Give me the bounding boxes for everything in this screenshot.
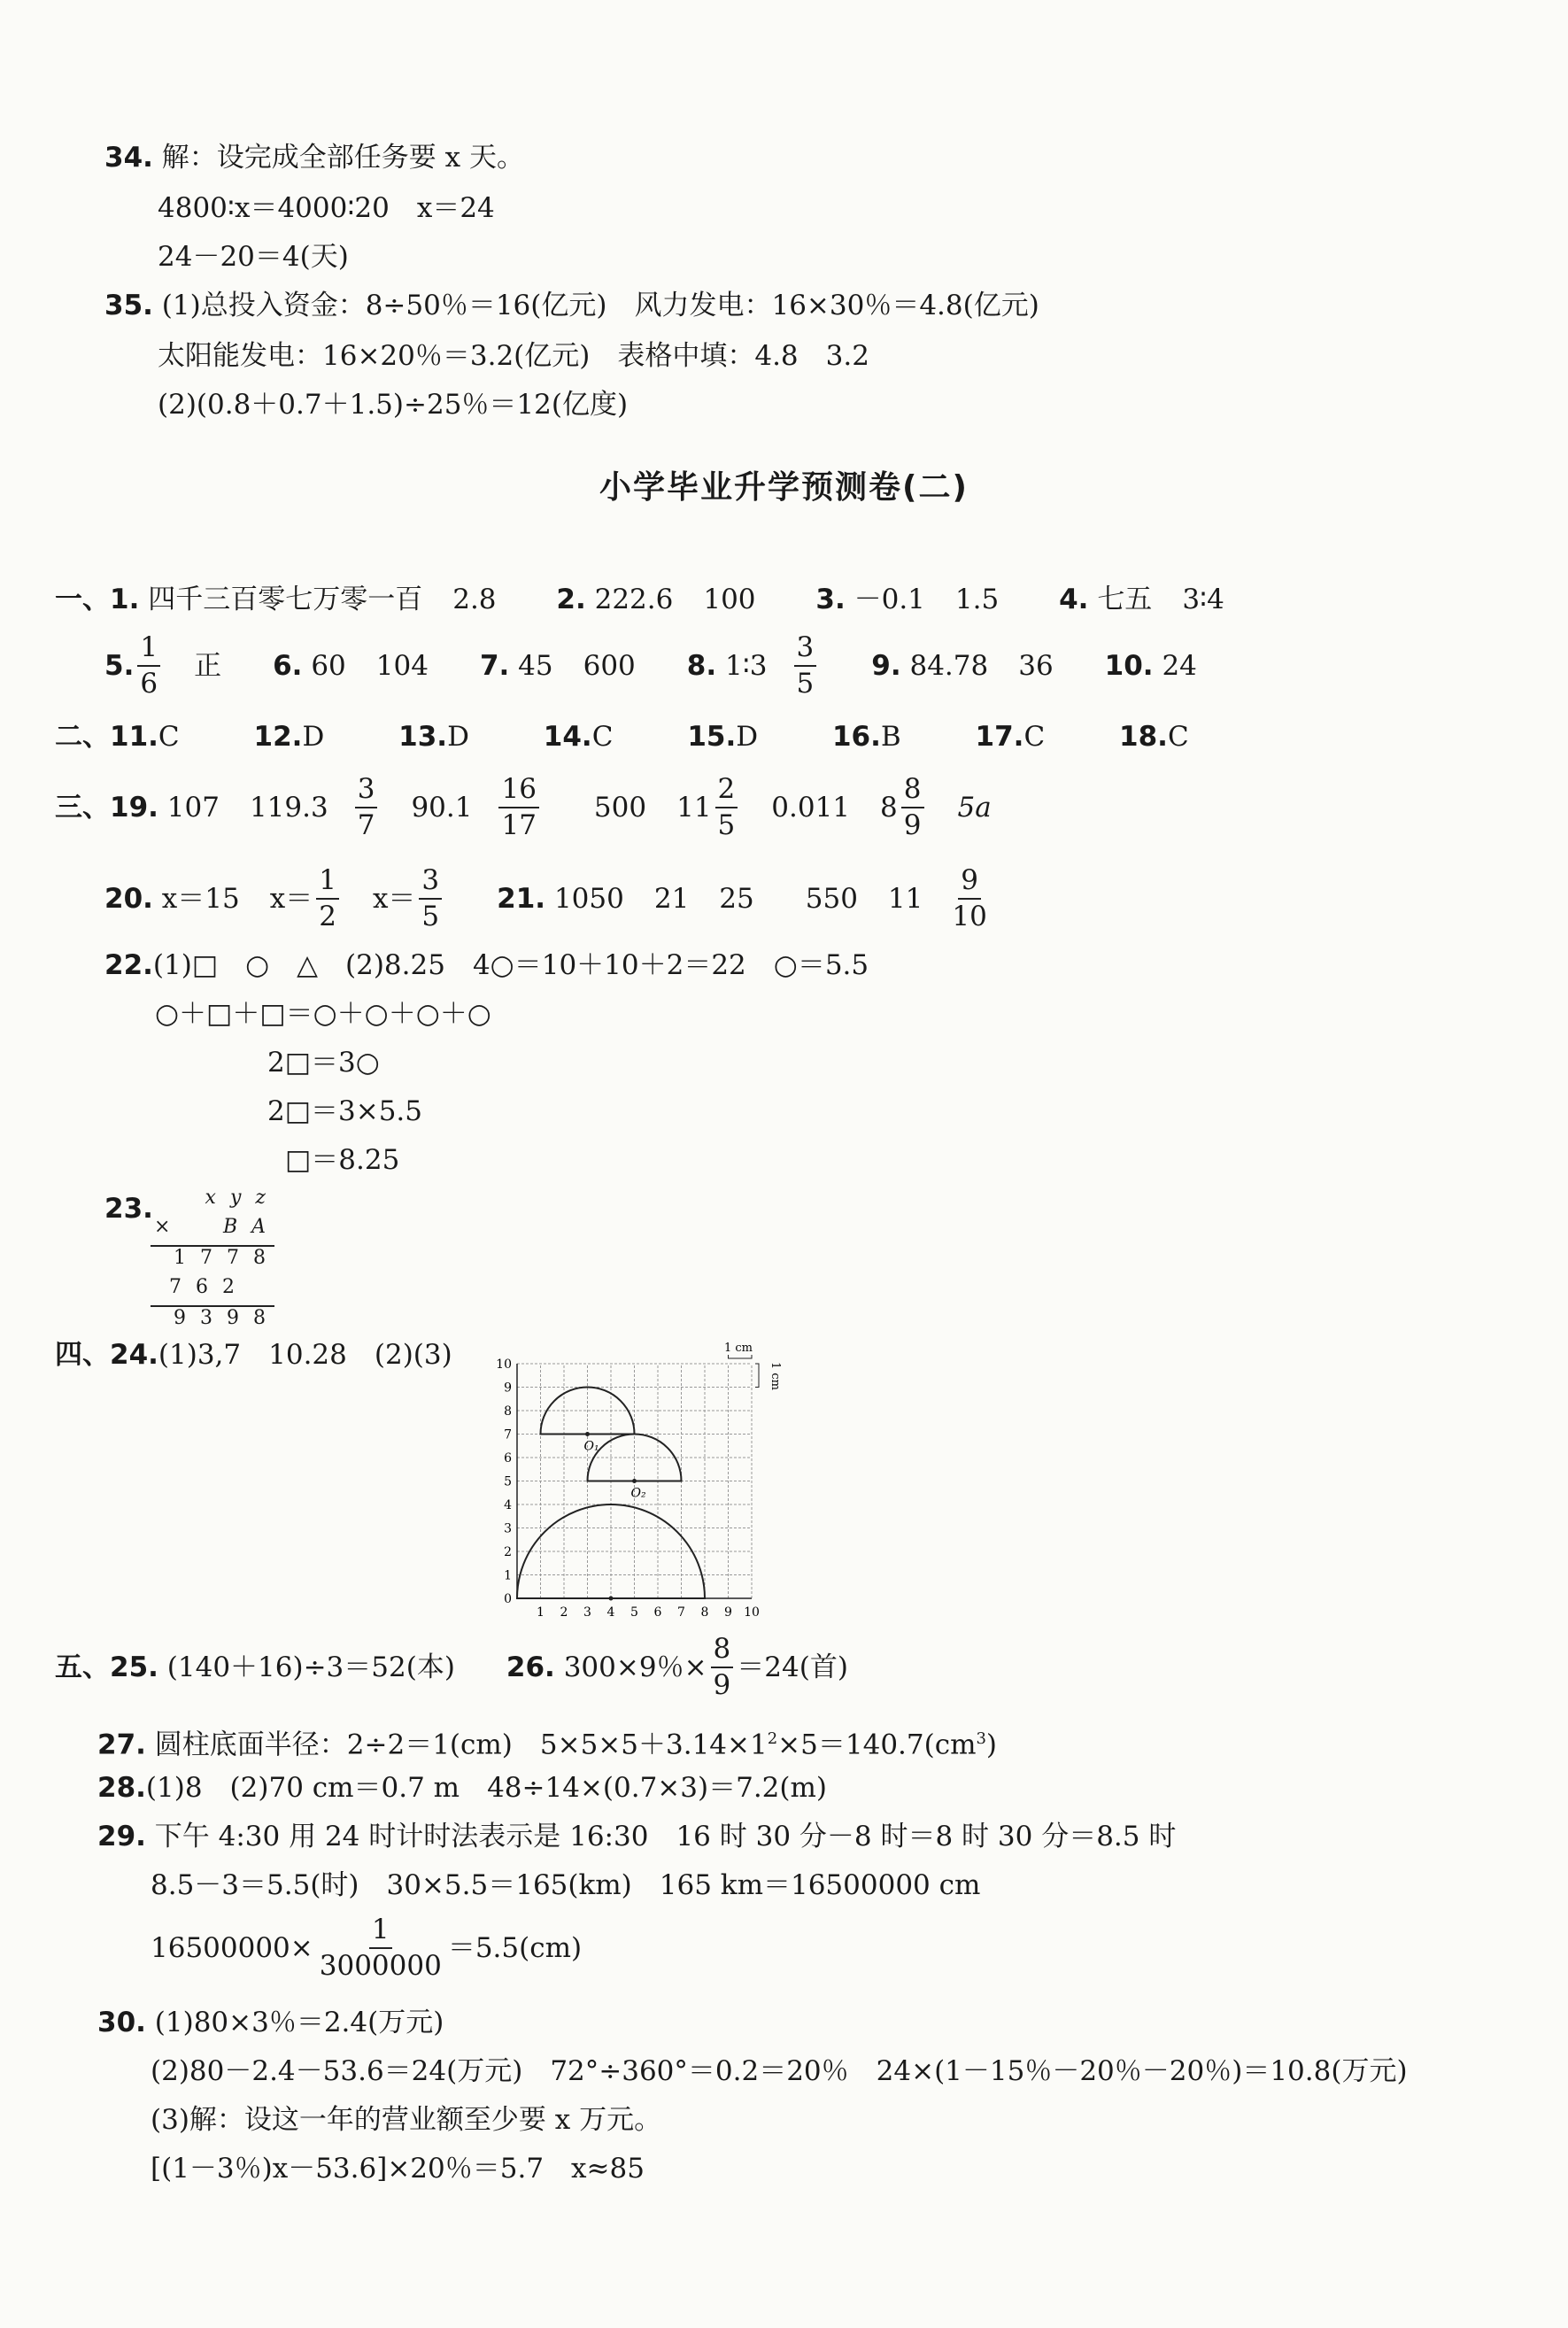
q26-fraction: [711, 1633, 734, 1701]
y-tick-label: 1: [504, 1568, 512, 1583]
unit-label-horizontal: 1 cm: [724, 1342, 753, 1355]
q26-text-a: 300×9％×: [563, 1651, 707, 1683]
y-tick-label: 9: [504, 1381, 512, 1396]
q5-answer-b: 正: [194, 650, 222, 682]
section-label: 五、: [55, 1651, 110, 1683]
q20-frac1-den: 2: [319, 901, 336, 932]
x-tick-label: 4: [606, 1605, 615, 1620]
q30-line4: [(1－3％)x－53.6]×20％＝5.7 x≈85: [151, 2153, 645, 2185]
q29-fraction: [317, 1916, 444, 1980]
x-tick-label: 5: [630, 1605, 638, 1620]
s1-row1: [55, 582, 1224, 617]
q24-number: 24.: [110, 1339, 158, 1371]
y-tick-labels: [496, 1357, 512, 1606]
q7-answer-b: 600: [583, 650, 636, 682]
q19-c: 90.1: [411, 792, 473, 824]
y-tick-label: 6: [504, 1451, 512, 1466]
q21-frac: [949, 864, 989, 932]
q15-answer: D: [736, 721, 759, 753]
q21-e: 11: [887, 883, 923, 915]
q19-frac3: [715, 773, 738, 841]
y-tick-label: 0: [504, 1592, 512, 1606]
q4-answer-a: 七五: [1097, 584, 1153, 615]
section-label: 四、: [55, 1339, 110, 1371]
q26-number: 26.: [506, 1651, 555, 1683]
x-tick-label: 9: [724, 1605, 732, 1620]
mult-B: B: [222, 1216, 238, 1238]
q12-answer: D: [302, 721, 325, 753]
q6-answer-b: 104: [375, 650, 429, 682]
mult-digit: 7: [227, 1247, 239, 1269]
q14-answer: C: [591, 721, 614, 753]
q19-frac2-den: 17: [501, 809, 537, 841]
q20-frac1: [316, 864, 339, 932]
center-large-dot: [609, 1597, 614, 1601]
x-tick-label: 8: [700, 1605, 709, 1620]
q19-g: 8: [880, 792, 898, 824]
q7-answer-a: 45: [518, 650, 553, 682]
q3-number: 3.: [815, 584, 846, 615]
q20-number: 20.: [104, 883, 153, 915]
q21-d: 550: [805, 883, 858, 915]
center-o1-dot: [585, 1432, 590, 1436]
s1-row2: [104, 631, 1197, 700]
q29-frac-num: 1: [369, 1916, 392, 1949]
unit-label-vertical: 1 cm: [769, 1362, 782, 1391]
mult-digit: 8: [253, 1247, 266, 1269]
mult-digit: 2: [222, 1276, 235, 1298]
q6-answer-a: 60: [311, 650, 346, 682]
q21-c: 25: [719, 883, 754, 915]
q22-line3: 2□＝3○: [267, 1047, 380, 1079]
q35-line3: (2)(0.8＋0.7＋1.5)÷25％＝12(亿度): [158, 389, 629, 421]
section-label: 二、: [55, 721, 110, 753]
q26-frac-den: 9: [713, 1669, 731, 1701]
y-tick-label: 4: [504, 1498, 512, 1512]
q29-text3b: ＝5.5(cm): [447, 1932, 583, 1964]
q2-answer-a: 222.6: [594, 584, 674, 615]
q18-number: 18.: [1119, 721, 1168, 753]
q28-text: (1)8 (2)70 cm＝0.7 m 48÷14×(0.7×3)＝7.2(m): [145, 1772, 827, 1804]
y-tick-label: 10: [496, 1357, 512, 1372]
q35-line2: 太阳能发电：16×20％＝3.2(亿元) 表格中填：4.8 3.2: [158, 340, 869, 372]
q7-number: 7.: [479, 650, 510, 682]
q24-text: (1)3,7 10.28 (2)(3): [158, 1339, 452, 1371]
q35-line1: [104, 288, 1039, 323]
y-tick-label: 5: [504, 1474, 512, 1489]
q30-number: 30.: [97, 2007, 146, 2038]
q17-answer: C: [1023, 721, 1046, 753]
section-label: 一、: [55, 584, 110, 615]
q27-sup: 2: [767, 1729, 778, 1748]
q27-number: 27.: [97, 1729, 146, 1761]
q22-line2: ○＋□＋□＝○＋○＋○＋○: [155, 998, 491, 1030]
q21-b: 21: [653, 883, 690, 915]
q1-answer-b: 2.8: [452, 584, 497, 615]
q13-number: 13.: [398, 721, 448, 753]
q19-f: 0.011: [771, 792, 851, 824]
q29-number: 29.: [97, 1821, 146, 1852]
q27-text-c: ): [985, 1729, 998, 1761]
q19-h: 5a: [957, 792, 992, 824]
q19-a: 107: [166, 792, 220, 824]
page-title: 小学毕业升学预测卷(二): [599, 469, 969, 506]
q29-line3: [151, 1914, 582, 1982]
q25-26-row: [55, 1634, 848, 1701]
q10-number: 10.: [1104, 650, 1154, 682]
q25-number: 25.: [110, 1651, 158, 1683]
q34-text: 解：设完成全部任务要 x 天。: [161, 142, 524, 174]
mult-y: y: [229, 1187, 242, 1209]
q24-grid-figure: [487, 1337, 788, 1620]
q9-answer-b: 36: [1018, 650, 1054, 682]
mult-digit: 3: [200, 1307, 212, 1329]
q26-text-b: ＝24(首): [737, 1651, 848, 1683]
mult-operator: ×: [154, 1216, 171, 1238]
q30-line3: (3)解：设这一年的营业额至少要 x 万元。: [151, 2104, 662, 2136]
q29-line1: [97, 1819, 1176, 1854]
y-tick-label: 3: [504, 1521, 512, 1536]
q22-line5: □＝8.25: [285, 1144, 400, 1176]
q19-frac1-den: 7: [357, 809, 375, 841]
q23-label: 23.: [104, 1193, 153, 1225]
q21-a: 1050: [553, 883, 624, 915]
x-tick-label: 7: [677, 1605, 685, 1620]
q19-frac4-num: 8: [901, 776, 924, 808]
q21-frac-den: 10: [952, 901, 987, 932]
q28-line: [97, 1770, 827, 1806]
mult-row4: [151, 1276, 274, 1305]
q14-number: 14.: [543, 721, 592, 753]
q20-a: x＝15: [161, 883, 240, 915]
unit-bracket-vertical: [755, 1364, 759, 1388]
q27-text-a: 圆柱底面半径：2÷2＝1(cm) 5×5×5＋3.14×1: [154, 1729, 768, 1761]
q8-frac-num: 3: [794, 634, 817, 667]
mult-digit: 9: [227, 1307, 239, 1329]
q25-text: (140＋16)÷3＝52(本): [166, 1651, 455, 1683]
q23-multiplication: [151, 1187, 274, 1336]
q20-b-label: x＝: [269, 883, 313, 915]
q30-line1: [97, 2005, 444, 2040]
q29-text3a: 16500000×: [151, 1932, 313, 1964]
label-o2: O₂: [630, 1486, 646, 1501]
x-tick-label: 1: [537, 1605, 545, 1620]
mult-digit: 7: [200, 1247, 212, 1269]
q5-frac-den: 6: [140, 668, 158, 700]
q8-fraction: [794, 631, 817, 700]
q1-number: 1.: [110, 584, 140, 615]
mult-x: x: [205, 1187, 216, 1209]
q22-text: (1)□ ○ △ (2)8.25 4○＝10＋10＋2＝22 ○＝5.5: [152, 949, 869, 981]
q2-number: 2.: [556, 584, 586, 615]
mult-row5: [151, 1305, 274, 1336]
q22-line4: 2□＝3×5.5: [267, 1095, 423, 1127]
y-tick-label: 2: [504, 1545, 512, 1559]
q19-d: 500: [593, 792, 647, 824]
q23-number: [104, 1191, 153, 1226]
q19-number: 19.: [110, 792, 158, 824]
y-tick-label: 7: [504, 1427, 512, 1442]
q19-frac3-den: 5: [717, 809, 736, 841]
q28-number: 28.: [97, 1772, 146, 1804]
q19-frac1: [355, 773, 378, 841]
q24-line: [55, 1337, 452, 1373]
x-tick-label: 3: [583, 1605, 591, 1620]
q22-number: 22.: [104, 949, 153, 981]
q35-text: (1)总投入资金：8÷50％＝16(亿元) 风力发电：16×30％＝4.8(亿元): [161, 290, 1039, 321]
q9-answer-a: 84.78: [909, 650, 989, 682]
q20-frac2-den: 5: [421, 901, 440, 932]
mult-digit: 9: [174, 1307, 186, 1329]
q10-answer-a: 24: [1162, 650, 1197, 682]
q13-answer: D: [447, 721, 469, 753]
q19-frac4-den: 9: [903, 809, 922, 841]
q5-number: 5.: [104, 650, 135, 682]
q20-21-row: [104, 863, 993, 934]
x-tick-label: 10: [744, 1605, 760, 1620]
q34-line1: [104, 140, 524, 175]
q30-line2: (2)80－2.4－53.6＝24(万元) 72°÷360°＝0.2＝20％ 24×(1－15％－20％－20％)＝10.8(万元): [151, 2055, 1408, 2087]
q16-answer: B: [880, 721, 901, 753]
q19-b: 119.3: [249, 792, 328, 824]
q3-answer-a: －0.1: [854, 584, 925, 615]
q27-text-b: ×5＝140.7(cm: [777, 1729, 977, 1761]
q19-frac4: [901, 773, 924, 841]
q5-fraction: [137, 631, 160, 700]
x-tick-label: 6: [653, 1605, 662, 1620]
q9-number: 9.: [871, 650, 901, 682]
q35-number: 35.: [104, 290, 153, 321]
q30-text1: (1)80×3％＝2.4(万元): [154, 2007, 444, 2038]
x-tick-labels: [537, 1605, 760, 1620]
q6-number: 6.: [273, 650, 303, 682]
q29-text1: 下午 4:30 用 24 时计时法表示是 16:30 16 时 30 分－8 时＝8 时 30 分＝8.5 时: [154, 1821, 1177, 1852]
q11-number: 11.: [110, 721, 158, 753]
unit-bracket-horizontal: [729, 1355, 753, 1358]
q8-number: 8.: [686, 650, 717, 682]
mult-digit: 8: [253, 1307, 266, 1329]
q26-frac-num: 8: [711, 1636, 734, 1668]
mult-digit: 1: [174, 1247, 186, 1269]
q19-frac3-num: 2: [715, 776, 738, 808]
q3-answer-b: 1.5: [954, 584, 1000, 615]
q19-e: 11: [676, 792, 712, 824]
center-o2-dot: [632, 1479, 637, 1483]
q20-c-label: x＝: [372, 883, 416, 915]
q20-frac1-num: 1: [316, 867, 339, 900]
q21-frac-num: 9: [958, 867, 981, 900]
q27-line: [97, 1721, 997, 1762]
q18-answer: C: [1167, 721, 1189, 753]
s2-row: [55, 719, 1189, 754]
section-label: 三、: [55, 792, 110, 824]
q2-answer-b: 100: [703, 584, 756, 615]
mult-digit: 7: [169, 1276, 182, 1298]
y-tick-label: 8: [504, 1404, 512, 1419]
q34-number: 34.: [104, 142, 153, 174]
q8-frac-den: 5: [796, 668, 815, 700]
label-o1: O₁: [583, 1439, 599, 1454]
q34-line3: 24－20＝4(天): [158, 241, 349, 273]
q5-frac-num: 1: [137, 634, 160, 667]
q16-number: 16.: [831, 721, 881, 753]
mult-row2: [151, 1216, 274, 1245]
q11-answer: C: [158, 721, 180, 753]
q1-answer-a: 四千三百零七万零一百: [148, 584, 423, 615]
q34-line2: 4800∶x＝4000∶20 x＝24: [158, 192, 495, 224]
q22-line1: [104, 947, 869, 983]
q8-answer-a: 1∶3: [725, 650, 768, 682]
q17-number: 17.: [975, 721, 1024, 753]
q19-frac2-num: 16: [498, 776, 538, 808]
q15-number: 15.: [687, 721, 737, 753]
q20-frac2-num: 3: [419, 867, 442, 900]
unit-markers: [724, 1342, 782, 1390]
mult-z: z: [255, 1187, 266, 1209]
x-tick-label: 2: [560, 1605, 568, 1620]
q29-frac-den: 3000000: [319, 1950, 442, 1982]
q27-sup2: 3: [976, 1729, 986, 1748]
q29-line2: 8.5－3＝5.5(时) 30×5.5＝165(km) 165 km＝16500000 cm: [151, 1869, 981, 1901]
q19-frac2: [498, 773, 538, 841]
mult-A: A: [251, 1216, 266, 1238]
mult-row1: [151, 1187, 274, 1216]
mult-digit: 6: [196, 1276, 208, 1298]
q21-number: 21.: [497, 883, 546, 915]
mult-row3: [151, 1245, 274, 1276]
q4-number: 4.: [1059, 584, 1089, 615]
q20-frac2: [419, 864, 442, 932]
q19-frac1-num: 3: [355, 776, 378, 808]
q12-number: 12.: [253, 721, 303, 753]
q19-row: [55, 772, 992, 843]
q4-answer-b: 3∶4: [1182, 584, 1224, 615]
